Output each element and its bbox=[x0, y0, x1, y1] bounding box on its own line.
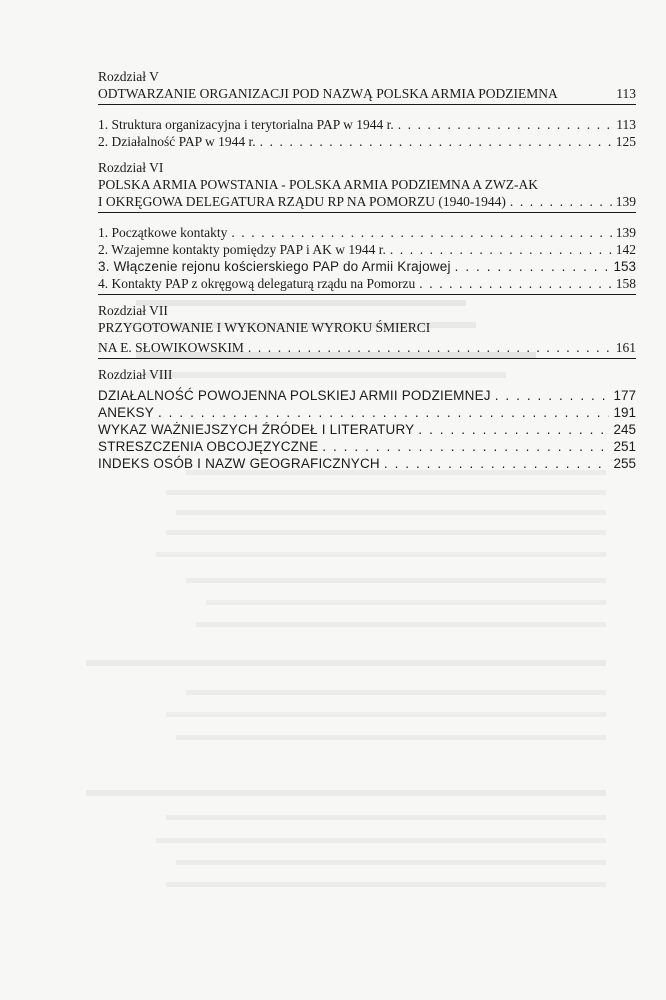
toc-entry-text: WYKAZ WAŻNIEJSZYCH ŹRÓDEŁ I LITERATURY bbox=[98, 422, 415, 437]
toc-entry-page: 125 bbox=[615, 134, 636, 149]
dot-leader bbox=[419, 275, 611, 292]
toc-entry-page: 255 bbox=[613, 456, 636, 471]
dot-leader bbox=[418, 421, 609, 438]
toc-entry-page: 142 bbox=[615, 242, 636, 257]
toc-entry-page: 139 bbox=[615, 225, 636, 240]
dot-leader bbox=[248, 339, 612, 356]
chapter-5-label: Rozdział V bbox=[98, 69, 159, 84]
dot-leader bbox=[390, 241, 612, 258]
toc-entry-text: INDEKS OSÓB I NAZW GEOGRAFICZNYCH bbox=[98, 456, 380, 471]
chapter-6-title-line-2: I OKRĘGOWA DELEGATURA RZĄDU RP NA POMORZU (1940-1944) bbox=[98, 194, 506, 209]
toc-entry bbox=[98, 258, 636, 275]
toc-entry-text: ANEKSY bbox=[98, 405, 154, 420]
chapter-5-title-page: 113 bbox=[616, 86, 636, 101]
toc-entry bbox=[98, 241, 636, 258]
toc-entry-page: 113 bbox=[616, 117, 636, 132]
toc-entry bbox=[98, 116, 636, 133]
chapter-7-label: Rozdział VII bbox=[98, 303, 168, 318]
chapter-6-title-row-1 bbox=[98, 176, 636, 193]
dot-leader bbox=[158, 404, 609, 421]
dot-leader bbox=[510, 193, 612, 210]
toc-entry-text: 1. Struktura organizacyjna i terytorialna PAP w 1944 r. bbox=[98, 117, 394, 132]
table-of-contents bbox=[98, 68, 636, 472]
chapter-6-title-row-2 bbox=[98, 193, 636, 210]
toc-entry-text: 2. Wzajemne kontakty pomiędzy PAP i AK w 1944 r. bbox=[98, 242, 386, 257]
chapter-6-title-line-1: POLSKA ARMIA POWSTANIA - POLSKA ARMIA PODZIEMNA A ZWZ-AK bbox=[98, 177, 538, 192]
toc-entry bbox=[98, 404, 636, 421]
toc-entry bbox=[98, 455, 636, 472]
chapter-7-title-line-1: PRZYGOTOWANIE I WYKONANIE WYROKU ŚMIERCI bbox=[98, 320, 431, 335]
toc-entry bbox=[98, 421, 636, 438]
toc-entry-text: 1. Początkowe kontakty bbox=[98, 225, 228, 240]
dot-leader bbox=[398, 116, 612, 133]
toc-entry-page: 251 bbox=[613, 439, 636, 454]
toc-entry bbox=[98, 387, 636, 404]
chapter-7-title-line-2: NA E. SŁOWIKOWSKIM bbox=[98, 340, 244, 355]
chapter-5-title: ODTWARZANIE ORGANIZACJI POD NAZWĄ POLSKA ARMIA PODZIEMNA bbox=[98, 86, 558, 101]
chapter-8-label: Rozdział VIII bbox=[98, 367, 173, 382]
dot-leader bbox=[260, 133, 612, 150]
dot-leader bbox=[231, 224, 611, 241]
toc-entry bbox=[98, 275, 636, 292]
toc-entry-text: 3. Włączenie rejonu kościerskiego PAP do Armii Krajowej bbox=[98, 259, 451, 274]
chapter-7-title-row-1 bbox=[98, 319, 636, 336]
chapter-6-label: Rozdział VI bbox=[98, 160, 164, 175]
chapter-6-end-rule bbox=[98, 294, 636, 295]
chapter-5-rule bbox=[98, 104, 636, 105]
toc-entry bbox=[98, 133, 636, 150]
dot-leader bbox=[322, 438, 609, 455]
chapter-7-rule bbox=[98, 358, 636, 359]
dot-leader bbox=[495, 387, 610, 404]
chapter-6-title-page: 139 bbox=[615, 194, 636, 209]
toc-entry-page: 191 bbox=[613, 405, 636, 420]
toc-entry-page: 245 bbox=[613, 422, 636, 437]
toc-entry bbox=[98, 438, 636, 455]
chapter-5-title-row bbox=[98, 85, 636, 102]
toc-entry-page: 177 bbox=[613, 388, 636, 403]
chapter-6-rule bbox=[98, 212, 636, 213]
dot-leader bbox=[455, 258, 610, 275]
toc-entry-page: 158 bbox=[615, 276, 636, 291]
dot-leader bbox=[384, 455, 610, 472]
chapter-7-title-page: 161 bbox=[615, 340, 636, 355]
toc-entry-text: 4. Kontakty PAP z okręgową delegaturą rządu na Pomorzu bbox=[98, 276, 416, 291]
toc-entry bbox=[98, 224, 636, 241]
toc-entry-text: 2. Działalność PAP w 1944 r. bbox=[98, 134, 256, 149]
toc-entry-text: DZIAŁALNOŚĆ POWOJENNA POLSKIEJ ARMII PODZIEMNEJ bbox=[98, 388, 491, 403]
toc-entry-text: STRESZCZENIA OBCOJĘZYCZNE bbox=[98, 439, 319, 454]
chapter-7-title-row-2 bbox=[98, 339, 636, 356]
toc-entry-page: 153 bbox=[613, 259, 636, 274]
